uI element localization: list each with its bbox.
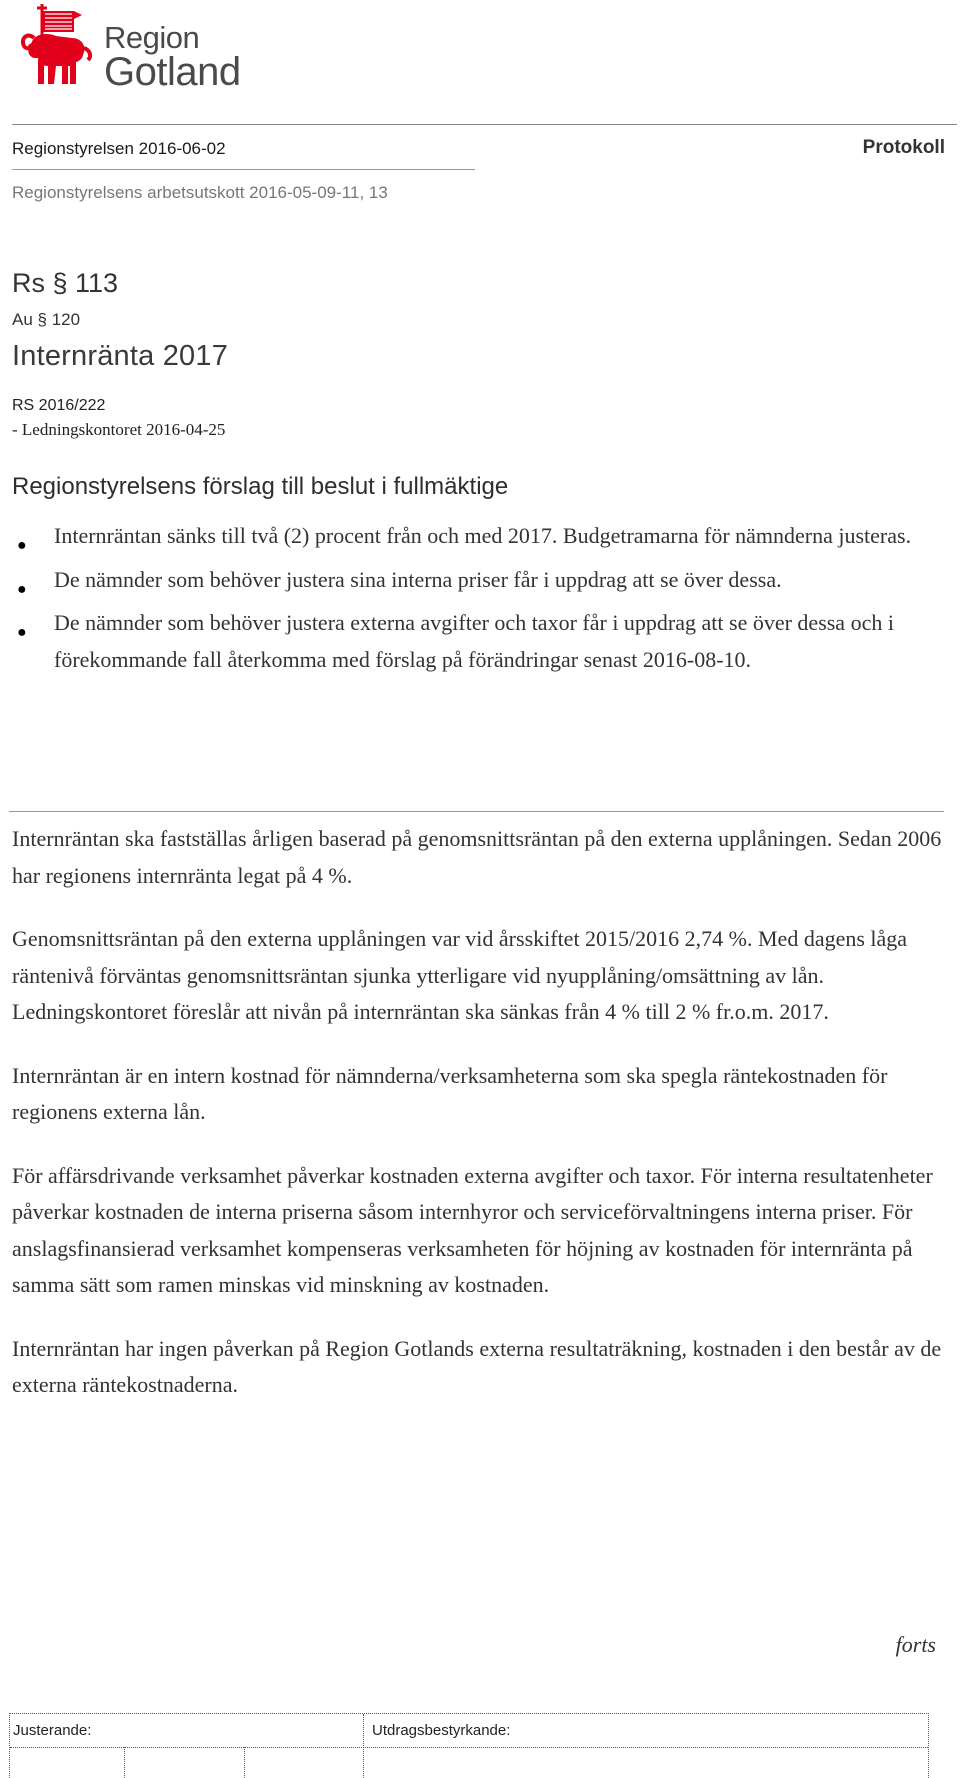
section-divider [9,811,944,812]
signature-cell-divider [244,1747,245,1778]
utdragsbestyrkande-label: Utdragsbestyrkande: [372,1722,511,1739]
region-gotland-logo [12,2,244,94]
meeting-date: Regionstyrelsen 2016-06-02 [12,139,226,158]
logo-line-gotland: Gotland [104,50,241,94]
case-source: - Ledningskontoret 2016-04-25 [12,420,226,439]
paragraph-number: Rs § 113 [12,268,119,298]
body-text [12,821,947,1431]
page-title: Internränta 2017 [12,340,229,372]
body-paragraph: Internräntan ska fastställas årligen baserad på genomsnittsräntan på den externa upplåningen. Sedan 2006 har regionens internränta legat på 4 %. [12,826,942,888]
list-item [12,518,942,555]
body-paragraph: Internräntan är en intern kostnad för nämnderna/verksamheterna som ska spegla räntekostnaden för regionens externa lån. [12,1062,888,1124]
ram-with-banner-icon [12,2,96,88]
body-paragraph: För affärsdrivande verksamhet påverkar kostnaden externa avgifter och taxor. För interna resultatenheter påverkar kostnaden de interna priserna såsom internhyror och serviceförvaltningens interna priser. För anslagsfinansierad verksamhet kompenseras verksamheten för höjning av kostnaden för internränta på samma sätt som ramen minskas vid minskning av kostnaden. [12,1162,933,1297]
logo-wordmark [104,20,241,94]
signature-row-divider [10,1747,928,1748]
signature-column-divider [363,1714,364,1778]
continued-marker: forts [895,1632,936,1657]
body-paragraph: Internräntan har ingen påverkan på Region Gotlands externa resultaträkning, kostnaden i den består av de externa räntekostnaderna. [12,1335,942,1397]
justerande-label: Justerande: [13,1722,92,1739]
proposal-list [12,518,942,685]
list-item [12,605,942,678]
signature-cell-divider [124,1747,125,1778]
case-number: RS 2016/222 [12,397,106,414]
meeting-underline [12,169,475,170]
proposal-heading: Regionstyrelsens förslag till beslut i fullmäktige [12,473,509,500]
list-item [12,562,942,599]
body-paragraph: Genomsnittsräntan på den externa upplåningen var vid årsskiftet 2015/2016 2,74 %. Med dagens låga räntenivå förväntas genomsnittsräntan sjunka ytterligare vid nyupplåning/omsättning av lån. Ledningskontoret föreslår att nivån på internräntan ska sänkas från 4 % till 2 % fr.o.m. 2017. [12,926,908,1024]
document-type: Protokoll [862,137,945,158]
preparatory-meeting: Regionstyrelsens arbetsutskott 2016-05-09-11, 13 [12,183,388,202]
logo-line-region: Region [104,20,200,55]
signature-table [9,1713,929,1778]
list-item-text: De nämnder som behöver justera sina interna priser får i uppdrag att se över dessa. [54,566,782,592]
list-item-text: Internräntan sänks till två (2) procent från och med 2017. Budgetramarna för nämnderna justeras. [54,523,912,548]
header-divider [12,124,957,125]
bullet-icon: ● [17,580,27,598]
list-item-text: De nämnder som behöver justera externa avgifter och taxor får i uppdrag att se över dessa och i förekommande fall återkomma med förslag på förändringar senast 2016-08-10. [54,610,894,672]
bullet-icon: ● [17,537,27,554]
bullet-icon: ● [17,624,27,641]
au-paragraph-number: Au § 120 [12,310,81,329]
